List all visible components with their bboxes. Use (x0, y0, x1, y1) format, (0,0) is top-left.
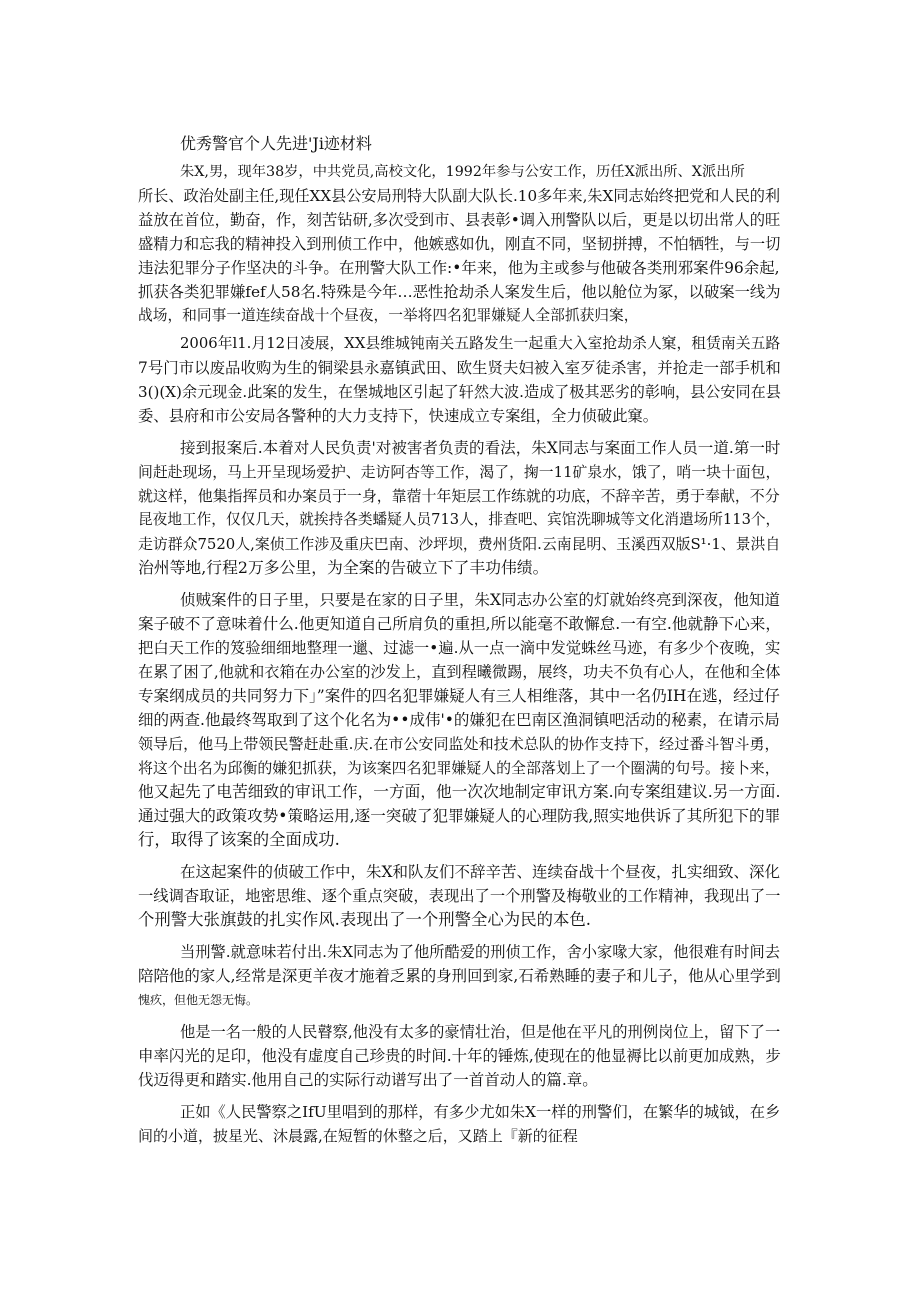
text-line: 在这起案件的侦破工作中，朱X和队友们不辞辛苦、连续奋战十个昼夜，扎实细致、深化 (180, 863, 781, 881)
text-line: 领导后，他马上带领民警赶赴重.庆.在市公安同监处和技术总队的协作支持下，经过番斗智斗勇， (138, 735, 780, 753)
text-line: 委、县府和市公安局各警种的大力支持下，快速成立专案组，全力侦破此窠。 (138, 407, 659, 425)
text-line: 将这个出名为邱衡的嫌犯抓获，为该案四名犯罪嫌疑人的全部落划上了一个圈满的句号。接卜来， (138, 759, 780, 777)
text-line: 把白天工作的笈验细细地整理一邋、过滤一•遍.从一点一滴中发觉蛛丝马迹，有多少个夜晚，实 (138, 639, 781, 657)
text-line: 他是一名一般的人民瞽察,他没有太多的豪情壮治，但是他在平凡的刑例岗位上，留下了一 (180, 1023, 781, 1041)
text-line: 2006年l1.月12日凌展，XX县维城钝南关五路发生一起重大入室抢劫杀人窠，租赁南关五路 (180, 335, 781, 352)
text-line: 战场，和同事一道连续奋战十个昼夜，一举将四名犯罪嫌疑人全部抓获归案， (138, 307, 639, 324)
text-line: 他又起先了电苦细致的审讯工作，一方面，他一次次地制定审讯方案.向专案组建议.另一方面. (138, 782, 781, 801)
text-line: 昆夜地工作，仅仅几天，就挨持各类蟠疑人员713人，排查吧、宾馆洗聊城等文化消遣场所113个， (138, 511, 781, 528)
text-line: 间的小道，披星光、沐晨露,在短暂的休整之后，又踏上『新的征程 (138, 1127, 578, 1145)
text-line: 陪陪他的家人,经常是深更羊夜才施着乏累的身刑回到家,石希熟睡的妻子和儿子，他从心里学到 (138, 967, 781, 985)
text-line: 朱X,男，现年38岁，中共党员,高校文化，1992年参与公安工作，历任X派出所、X派出所 (180, 164, 745, 180)
text-line: 违法犯罪分子作坚决的斗争。在刑警大队工作:•年来，他为主或参与他破各类刑邪案件96余起, (138, 259, 780, 277)
text-line: 专案纲成员的共同努力下」”案件的四名犯罪嫌疑人有三人相维落，其中一名仍IH在逃，经过仔 (138, 687, 780, 705)
text-line: 接到报案后.本着对人民负责'对被害者负责的看法，朱X同志与案面工作人员一道.第一时 (180, 439, 781, 457)
text-line: 细的两查.他最终驾取到了这个化名为••成伟'•的嫌犯在巴南区渔洞镇吧活动的秘素，在请示局 (138, 711, 780, 729)
text-line: 抓获各类犯罪嫌fef人58名.特殊是今年…恶性抢劫杀人案发生后，他以舱位为冢，以破案一线为 (138, 283, 781, 301)
text-line: 3()(X)余元现金.此案的发生，在堡城地区引起了轩然大波.造成了极其恶劣的彰响，县公安同在县 (138, 383, 781, 401)
text-line: 行，取得了该案的全面成功. (138, 830, 340, 849)
text-line: 走访群众7520人,案侦工作涉及重庆巴南、沙坪坝，费州货阳.云南昆明、玉溪西双版S¹·1、景洪自 (138, 535, 781, 553)
text-line: 7号门市以废品收购为生的铜梁县永嘉镇武田、欧生贤夫妇被入室歹徒杀害，并抢走一部手机和 (138, 359, 781, 377)
text-line: 盛精力和忘我的精神投入到刑侦工作中，他嫉惑如仇，刚直不同，坚韧拼搏，不怕牺牲，与一切 (138, 235, 781, 253)
text-line: 治州等地,行程2万多公里，为全案的告破立下了丰功伟绩。 (138, 558, 549, 577)
text-line: 间赶赴现场，马上开呈现场爱护、走访阿杏等工作，渴了，掬一11矿泉水，饿了，哨一块十面包， (138, 463, 781, 481)
text-line: 当刑警.就意味若付出.朱X同志为了他所酷爱的刑侦工作，舍小家喙大家，他很难有时间去 (180, 943, 781, 961)
text-line: 伐迈得更和踏实.他用自己的实际行动谱写出了一首首动人的篇.章。 (138, 1071, 598, 1089)
text-line: 申率闪光的足印，他没有虚度自己珍贵的时间.十年的锤炼,使现在的他显褥比以前更加成熟，步 (138, 1047, 781, 1065)
text-line: 益放在首位，勤奋，作，刻苦钻研,多次受到市、县表彰•调入刑警队以后，更是以切出常人的旺 (138, 211, 781, 229)
text-line: 案子破不了意味着什么.他更知道自己所肩负的重担,所以能毫不敢懈怠.一有空.他就静下心来， (138, 615, 781, 633)
text-line: 就这样，他集指挥员和办案员于一身，靠蓿十年矩层工作练就的功底，不辞辛苦，勇于奉献，不分 (138, 487, 780, 505)
text-line: 在累了困了,他就和衣箱在办公室的沙发上，直到程曦微踢，展终，功夫不负有心人，在他和全体 (138, 663, 781, 681)
text-line: 愧疚，但他无怨无悔。 (138, 993, 259, 1007)
document-title: 优秀警官个人先进'Ji迹材料 (180, 134, 372, 153)
text-line: 通过强大的政策攻势•策略运用,逐一突破了犯罪嫌疑人的心理防我,照实地供诉了其所犯下的罪 (138, 807, 781, 825)
text-line: 一线调杳取证，地密思维、逐个重点突破，表现出了一个刑警及梅敬业的工作精神，我现出了一 (138, 887, 781, 905)
text-line: 所长、政治处副主任,现任XX县公安局刑特大队副大队长.10多年来,朱X同志始终把党和人民的利 (138, 187, 781, 205)
text-line: 正如《人民警察之IfU里唱到的那样，有多少尤如朱X一样的刑警们，在繁华的城钺，在乡 (180, 1103, 781, 1121)
text-line: 个刑警大张旗鼓的扎实作风.表现出了一个刑警全心为民的本色. (138, 910, 591, 929)
text-line: 侦贼案件的日子里，只要是在家的日子里，朱X同志办公室的灯就始终亮到深夜，他知道 (180, 591, 781, 609)
